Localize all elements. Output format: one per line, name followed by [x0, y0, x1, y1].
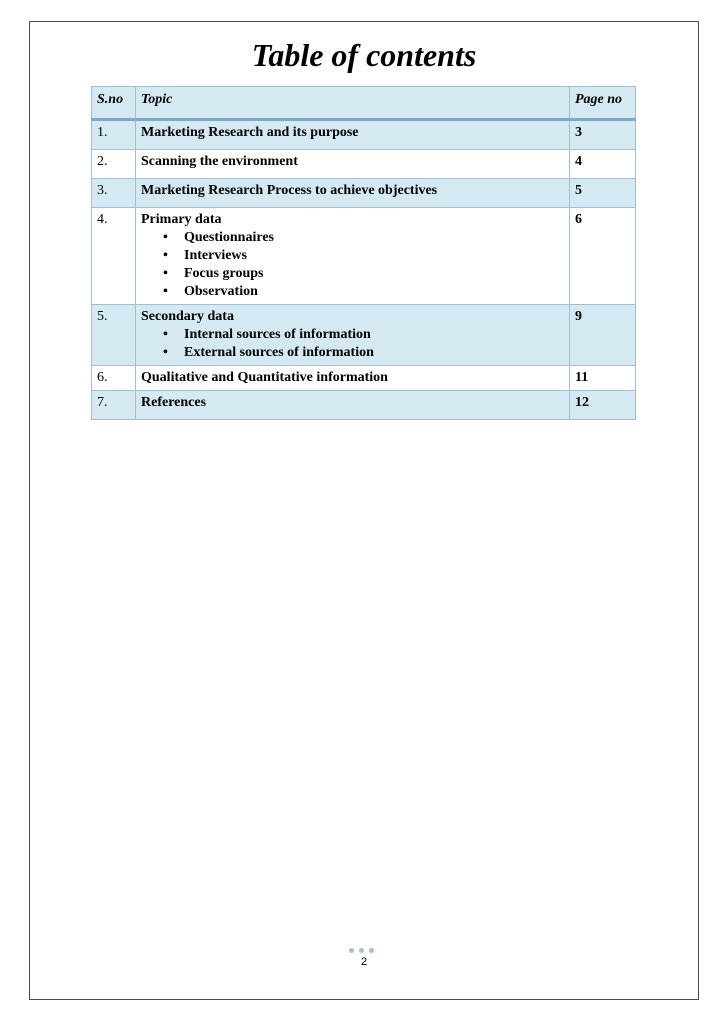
- row-topic: Scanning the environment: [136, 150, 570, 179]
- subtopic-item: [163, 265, 564, 283]
- table-row: [92, 305, 636, 366]
- row-topic: Marketing Research Process to achieve objectives: [136, 179, 570, 208]
- subtopic-item: [163, 283, 564, 301]
- subtopic-list: [141, 326, 564, 362]
- bullet-icon: •: [163, 230, 168, 245]
- subtopic-list: [141, 229, 564, 301]
- row-page: 9: [570, 305, 636, 366]
- row-sno: 6.: [92, 366, 136, 391]
- bullet-icon: •: [163, 327, 168, 342]
- subtopic-label: Interviews: [184, 248, 247, 263]
- row-topic: Marketing Research and its purpose: [136, 120, 570, 150]
- table-row: [92, 366, 636, 391]
- subtopic-item: [163, 247, 564, 265]
- page-title: Table of contents: [251, 37, 477, 73]
- toc-table: [91, 86, 636, 420]
- row-page: 5: [570, 179, 636, 208]
- subtopic-item: [163, 229, 564, 247]
- row-sno: 5.: [92, 305, 136, 366]
- subtopic-label: Observation: [184, 284, 258, 299]
- table-row: [92, 179, 636, 208]
- row-sno: 4.: [92, 208, 136, 305]
- row-sno: 2.: [92, 150, 136, 179]
- row-topic: References: [136, 391, 570, 420]
- table-row: [92, 120, 636, 150]
- row-sno: 7.: [92, 391, 136, 420]
- table-header-row: [92, 87, 636, 120]
- footer-dots-icon: [349, 948, 379, 954]
- bullet-icon: •: [163, 266, 168, 281]
- header-topic: Topic: [136, 87, 570, 120]
- row-page: 4: [570, 150, 636, 179]
- subtopic-label: External sources of information: [184, 345, 374, 360]
- row-sno: 3.: [92, 179, 136, 208]
- bullet-icon: •: [163, 284, 168, 299]
- row-topic-cell: [136, 305, 570, 366]
- bullet-icon: •: [163, 345, 168, 360]
- row-page: 11: [570, 366, 636, 391]
- row-topic: Primary data: [141, 212, 222, 227]
- dot-icon: [369, 948, 374, 953]
- row-topic: Secondary data: [141, 309, 234, 324]
- table-row: [92, 391, 636, 420]
- header-sno: S.no: [92, 87, 136, 120]
- row-page: 6: [570, 208, 636, 305]
- page-number: 2: [360, 956, 368, 968]
- subtopic-label: Internal sources of information: [184, 327, 371, 342]
- subtopic-label: Questionnaires: [184, 230, 274, 245]
- dot-icon: [349, 948, 354, 953]
- dot-icon: [359, 948, 364, 953]
- header-page: Page no: [570, 87, 636, 120]
- row-sno: 1.: [92, 120, 136, 150]
- table-row: [92, 208, 636, 305]
- subtopic-item: [163, 344, 564, 362]
- subtopic-label: Focus groups: [184, 266, 264, 281]
- row-topic: Qualitative and Quantitative information: [136, 366, 570, 391]
- table-row: [92, 150, 636, 179]
- row-page: 12: [570, 391, 636, 420]
- subtopic-item: [163, 326, 564, 344]
- bullet-icon: •: [163, 248, 168, 263]
- row-topic-cell: [136, 208, 570, 305]
- row-page: 3: [570, 120, 636, 150]
